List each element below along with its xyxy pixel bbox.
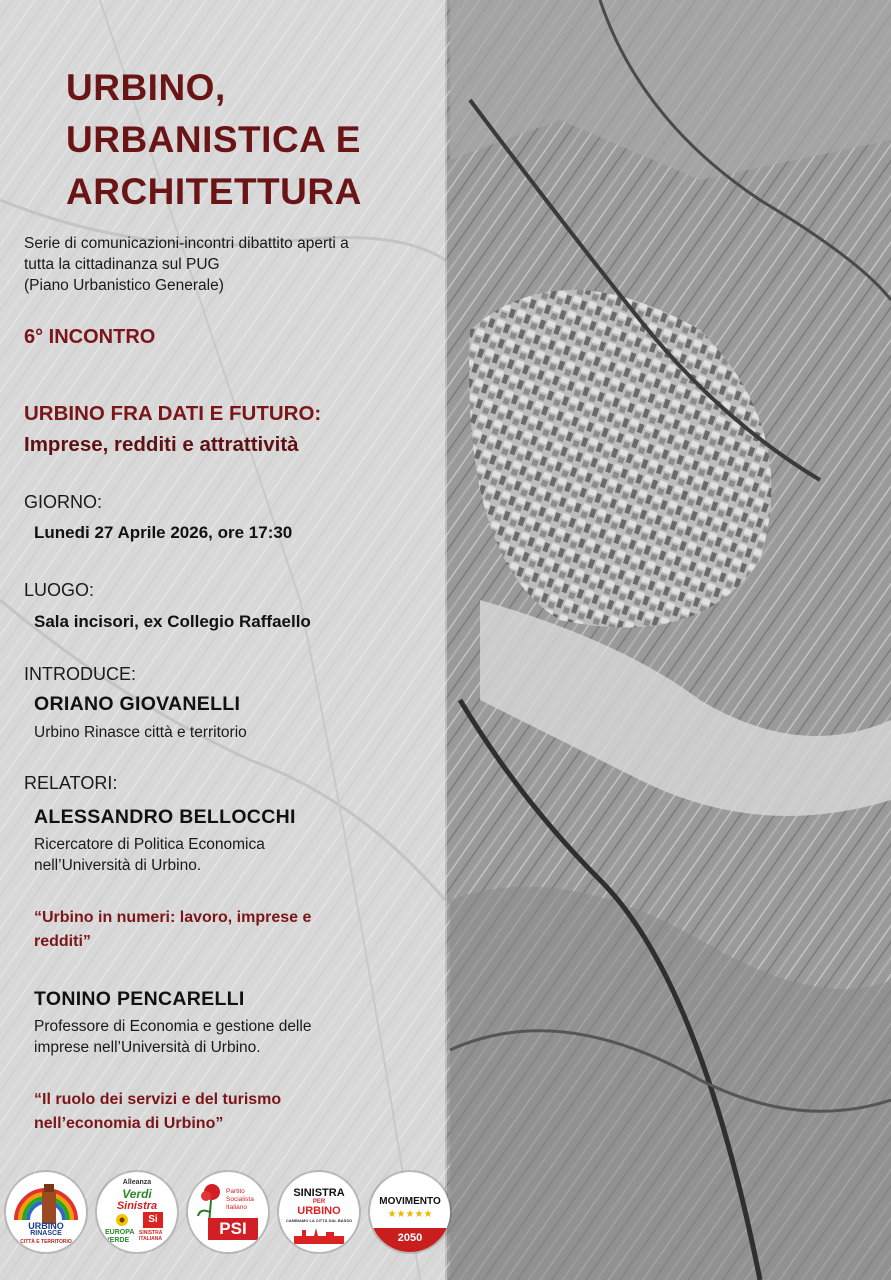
speaker-1-role	[34, 834, 434, 876]
spu-tagline: CAMBIAMO LA CITTÀ DAL BASSO	[285, 1218, 353, 1223]
avs-line5: VERDE	[105, 1237, 130, 1244]
introduce-label: INTRODUCE:	[24, 664, 136, 684]
speaker-2-role-line-1: Professore di Economia e gestione delle	[34, 1018, 312, 1035]
speaker-2-talk-line-1: “Il ruolo dei servizi e del turismo	[34, 1091, 282, 1108]
psi-logo	[188, 1172, 268, 1252]
spu-line3: URBINO	[297, 1205, 341, 1217]
speaker-1-role-line-1: Ricercatore di Politica Economica	[34, 836, 265, 853]
psi-name	[226, 1188, 254, 1212]
speaker-2-name: TONINO PENCARELLI	[34, 988, 245, 1010]
psi-line3: Italiano	[226, 1204, 247, 1211]
introducer-role: Urbino Rinasce città e territorio	[34, 724, 247, 741]
avs-si-badge: Si	[143, 1212, 163, 1228]
speaker-1-talk-line-1: “Urbino in numeri: lavoro, imprese e	[34, 909, 312, 926]
avs-line6: SINISTRA ITALIANA	[139, 1230, 163, 1242]
avs-line4: EUROPA	[105, 1229, 135, 1236]
poster-content	[0, 0, 445, 1280]
urbino-rinasce-top: URBINO	[28, 1221, 64, 1231]
topic-sub: Imprese, redditi e attrattività	[24, 433, 299, 456]
giorno-value: Lunedi 27 Aprile 2026, ore 17:30	[34, 523, 293, 542]
avs-logo	[97, 1172, 177, 1252]
movimento-year: 2050	[370, 1228, 450, 1252]
subtitle-line-2: tutta la cittadinanza sul PUG	[24, 256, 220, 273]
poster-title	[66, 62, 426, 218]
psi-line2: Socialista	[226, 1196, 254, 1203]
urbino-rinasce-bottom: CITTÀ E TERRITORIO	[20, 1239, 72, 1245]
psi-line1: Partito	[226, 1188, 245, 1195]
relatori-label: RELATORI:	[24, 773, 118, 793]
title-line-3: ARCHITETTURA	[66, 171, 362, 212]
speaker-1-talk	[34, 906, 414, 954]
spu-line1: SINISTRA	[293, 1187, 345, 1199]
subtitle-line-1: Serie di comunicazioni-incontri dibattito aperti a	[24, 235, 349, 252]
sinistra-per-urbino-logo	[279, 1172, 359, 1252]
urbino-rinasce-logo	[6, 1172, 86, 1252]
skyline-icon	[294, 1226, 344, 1244]
luogo-value: Sala incisori, ex Collegio Raffaello	[34, 612, 311, 631]
luogo-label: LUOGO:	[24, 580, 95, 600]
movimento-2050-logo	[370, 1172, 450, 1252]
meeting-number: 6° INCONTRO	[24, 326, 156, 348]
urbino-rinasce-mid: RINASCE	[30, 1230, 62, 1237]
speaker-2-role	[34, 1016, 434, 1058]
topic-main: URBINO FRA DATI E FUTURO:	[24, 402, 322, 425]
spu-line2: PER	[312, 1199, 326, 1205]
panel-divider	[445, 0, 447, 1280]
speaker-1-talk-line-2: redditi”	[34, 933, 91, 950]
speaker-2-role-line-2: imprese nell’Università di Urbino.	[34, 1039, 261, 1056]
avs-line3: Sinistra	[116, 1200, 158, 1212]
movimento-stars: ★★★★★	[387, 1209, 433, 1220]
speaker-2-talk	[34, 1088, 414, 1136]
speaker-2-talk-line-2: nell’economia di Urbino”	[34, 1115, 224, 1132]
sponsor-logos	[6, 1172, 446, 1258]
sunflower-icon	[111, 1212, 133, 1228]
introducer-name: ORIANO GIOVANELLI	[34, 693, 241, 715]
movimento-name: MOVIMENTO	[379, 1196, 441, 1207]
meeting-topic	[24, 398, 321, 460]
psi-acronym: PSI	[208, 1218, 258, 1240]
subtitle-line-3: (Piano Urbanistico Generale)	[24, 277, 224, 294]
avs-line1: Alleanza	[122, 1179, 152, 1186]
avs-line2: Verdi	[122, 1187, 152, 1201]
title-line-2: URBANISTICA E	[66, 119, 361, 160]
speaker-1-name: ALESSANDRO BELLOCCHI	[34, 806, 296, 828]
speaker-1-role-line-2: nell’Università di Urbino.	[34, 857, 202, 874]
series-description	[24, 233, 434, 296]
title-line-1: URBINO,	[66, 67, 226, 108]
giorno-label: GIORNO:	[24, 492, 103, 512]
